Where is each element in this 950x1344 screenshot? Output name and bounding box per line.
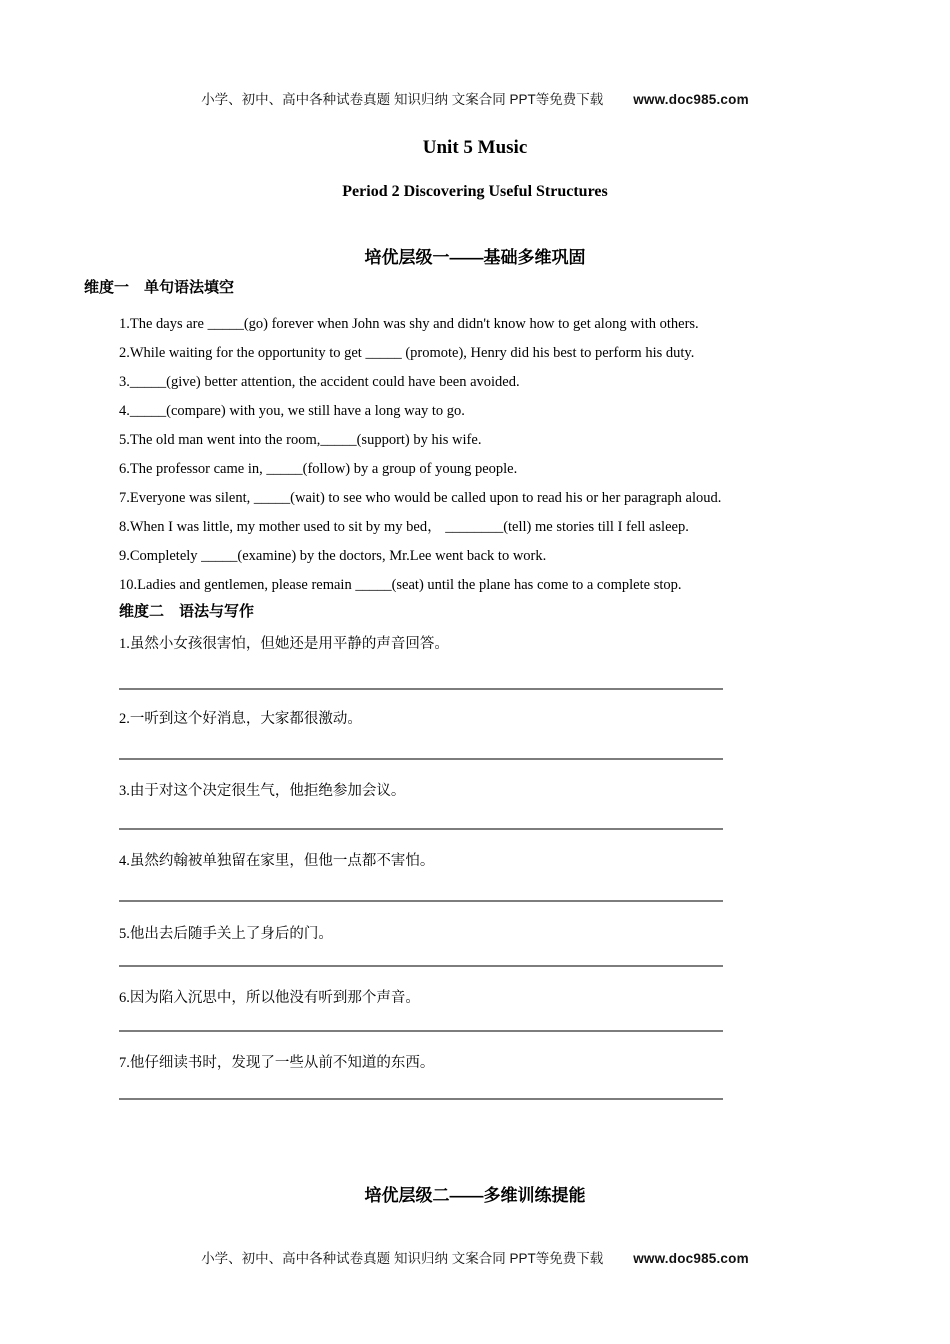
grammar-item-7: 7.Everyone was silent, _____(wait) to see who would be called upon to read his or her paragraph aloud. xyxy=(119,490,722,506)
translation-item-1: 1.虽然小女孩很害怕，但她还是用平静的声音回答。 xyxy=(119,636,449,652)
grammar-item-6: 6.The professor came in, _____(follow) by a group of young people. xyxy=(119,461,518,477)
grammar-item-1: 1.The days are _____(go) forever when John was shy and didn't know how to get along with others. xyxy=(119,316,699,332)
dimension1-heading: 维度一 单句语法填空 xyxy=(84,279,235,296)
page-header xyxy=(0,88,950,108)
unit-title: Unit 5 Music xyxy=(422,137,528,158)
grammar-item-5: 5.The old man went into the room,_____(support) by his wife. xyxy=(119,432,482,448)
grammar-item-4: 4._____(compare) with you, we still have a long way to go. xyxy=(119,403,465,419)
grammar-item-9: 9.Completely _____(examine) by the doctors, Mr.Lee went back to work. xyxy=(119,548,547,564)
grammar-item-8: 8.When I was little, my mother used to sit by my bed， ________(tell) me stories till I fell asleep. xyxy=(119,519,689,535)
period-subtitle: Period 2 Discovering Useful Structures xyxy=(342,183,608,200)
section1-title: 培优层级一——基础多维巩固 xyxy=(364,248,586,267)
answer-line-3 xyxy=(119,828,723,830)
answer-line-2 xyxy=(119,758,723,760)
grammar-item-10: 10.Ladies and gentlemen, please remain _____(seat) until the plane has come to a complete stop. xyxy=(119,577,682,593)
answer-line-1 xyxy=(119,688,723,690)
answer-line-5 xyxy=(119,965,723,967)
answer-line-6 xyxy=(119,1030,723,1032)
answer-line-4 xyxy=(119,900,723,902)
grammar-item-2: 2.While waiting for the opportunity to get _____ (promote), Henry did his best to perform his duty. xyxy=(119,345,695,361)
answer-line-7 xyxy=(119,1098,723,1100)
translation-item-7: 7.他仔细读书时，发现了一些从前不知道的东西。 xyxy=(119,1055,435,1071)
dimension2-heading: 维度二 语法与写作 xyxy=(119,603,255,620)
grammar-item-3: 3._____(give) better attention, the accident could have been avoided. xyxy=(119,374,520,390)
header-text: 小学、初中、高中各种试卷真题 知识归纳 文案合同 PPT等免费下载 xyxy=(201,92,604,107)
translation-item-6: 6.因为陷入沉思中，所以他没有听到那个声音。 xyxy=(119,990,420,1006)
section2-title: 培优层级二——多维训练提能 xyxy=(364,1186,586,1205)
footer-text: 小学、初中、高中各种试卷真题 知识归纳 文案合同 PPT等免费下载 xyxy=(201,1251,604,1266)
translation-item-4: 4.虽然约翰被单独留在家里，但他一点都不害怕。 xyxy=(119,853,435,869)
translation-item-3: 3.由于对这个决定很生气，他拒绝参加会议。 xyxy=(119,783,406,799)
header-site-url: www.doc985.com xyxy=(633,92,749,107)
page-footer xyxy=(0,1247,950,1267)
translation-item-5: 5.他出去后随手关上了身后的门。 xyxy=(119,926,333,942)
footer-site-url: www.doc985.com xyxy=(633,1251,749,1266)
translation-item-2: 2.一听到这个好消息，大家都很激动。 xyxy=(119,711,362,727)
